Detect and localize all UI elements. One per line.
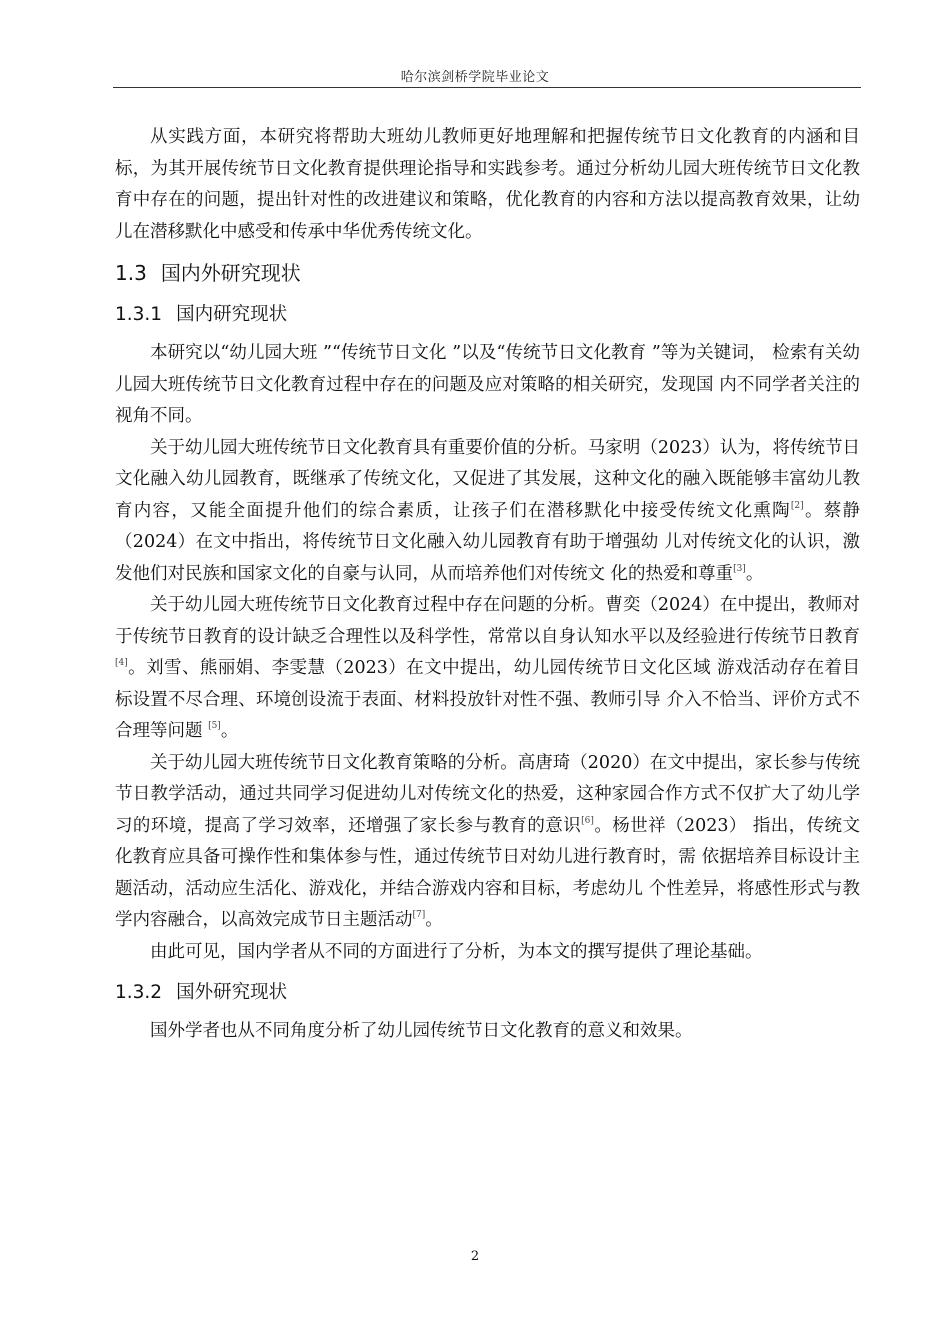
section-number: 1.3.1	[115, 304, 163, 325]
section-heading-1-3-1	[115, 300, 860, 330]
paragraph-keywords: 本研究以“幼儿园大班 ”“传统节日文化 ”以及“传统节日文化教育 ”等为关键词， 检索有关幼儿园大班传统节日文化教育过程中存在的问题及应对策略的相关研究，发现国 内不同学者关注的视角不同。	[115, 343, 860, 426]
text-run: 关于幼儿园大班传统节日文化教育策略的分析。高唐琦（2020）在文中提出，家长参与传统节日教学活动，通过共同学习促进幼儿对传统文化的热爱，这种家园合作方式不仅扩大了幼儿学习的环境，提高了学习效率，还增强了家长参与教育的意识	[115, 752, 860, 836]
text-run: 。杨世祥（2023） 指出，传统文化教育应具备可操作性和集体参与性，通过传统节日对幼儿进行教育时，需 依据培养目标设计主题活动，活动应生活化、游戏化，并结合游戏内容和目标，考虑幼儿 个性差异，将感性形式与教学内容融合，以高效完成节日主题活动	[115, 815, 860, 930]
paragraph-practice: 从实践方面，本研究将帮助大班幼儿教师更好地理解和把握传统节日文化教育的内涵和目标，为其开展传统节日文化教育提供理论指导和实践参考。通过分析幼儿园大班传统节日文化教育中存在的问题，提出针对性的改进建议和策略，优化教育的内容和方法以提高教育效果，让幼儿在潜移默化中感受和传承中华优秀传统文化。	[115, 127, 860, 242]
header-rule	[113, 87, 861, 88]
citation-7: [7]	[412, 910, 426, 920]
paragraph-foreign-intro: 国外学者也从不同角度分析了幼儿园传统节日文化教育的意义和效果。	[150, 1021, 693, 1041]
citation-4: [4]	[115, 658, 128, 668]
citation-5: [5]	[208, 721, 221, 731]
text-run: 。蔡静（2024）在文中指出，将传统节日文化融入幼儿园教育有助于增强幼 儿对传统文化的认识，激发他们对民族和国家文化的自豪与认同，从而培养他们对传统文 化的热爱和尊重	[115, 500, 860, 584]
text-run: 。刘雪、熊丽娟、李雯慧（2023）在文中提出，幼儿园传统节日文化区域 游戏活动存在着目标设置不尽合理、环境创设流于表面、材料投放针对性不强、教师引导 介入不恰当、评价方式不合理等问题	[115, 658, 860, 741]
text-run: 关于幼儿园大班传统节日文化教育具有重要价值的分析。马家明（2023）认为，将传统节日文化融入幼儿园教育，既继承了传统文化，又促进了其发展，这种文化的融入既能够丰富幼儿教育内容，又能全面提升他们的综合素质，让孩子们在潜移默化中接受传统文化熏陶	[115, 437, 860, 521]
paragraph-strategy-analysis	[115, 748, 860, 937]
section-number: 1.3	[115, 261, 147, 285]
section-heading-1-3	[115, 256, 860, 290]
section-number: 1.3.2	[115, 982, 163, 1003]
text-run: 。	[220, 721, 239, 741]
page-number: 2	[470, 1249, 480, 1264]
paragraph-problem-analysis	[115, 590, 860, 748]
paragraph-value-analysis	[115, 433, 860, 591]
citation-3: [3]	[733, 563, 746, 574]
text-run: 。	[745, 563, 764, 584]
section-title: 国外研究现状	[176, 982, 288, 1003]
text-run: 。	[425, 910, 443, 930]
running-header: 哈尔滨剑桥学院毕业论文	[400, 70, 550, 85]
section-heading-1-3-2	[115, 978, 860, 1008]
paragraph-conclusion: 由此可见，国内学者从不同的方面进行了分析，为本文的撰写提供了理论基础。	[150, 941, 763, 962]
text-run: 关于幼儿园大班传统节日文化教育过程中存在问题的分析。曹奕（2024）在中提出，教师对于传统节日教育的设计缺乏合理性以及科学性，常常以自身认知水平以及经验进行传统节日教育	[115, 595, 860, 647]
citation-2: [2]	[790, 500, 804, 511]
citation-6: [6]	[581, 815, 594, 826]
section-title: 国内外研究现状	[160, 261, 301, 285]
section-title: 国内研究现状	[176, 304, 288, 325]
page-body	[115, 122, 860, 1048]
